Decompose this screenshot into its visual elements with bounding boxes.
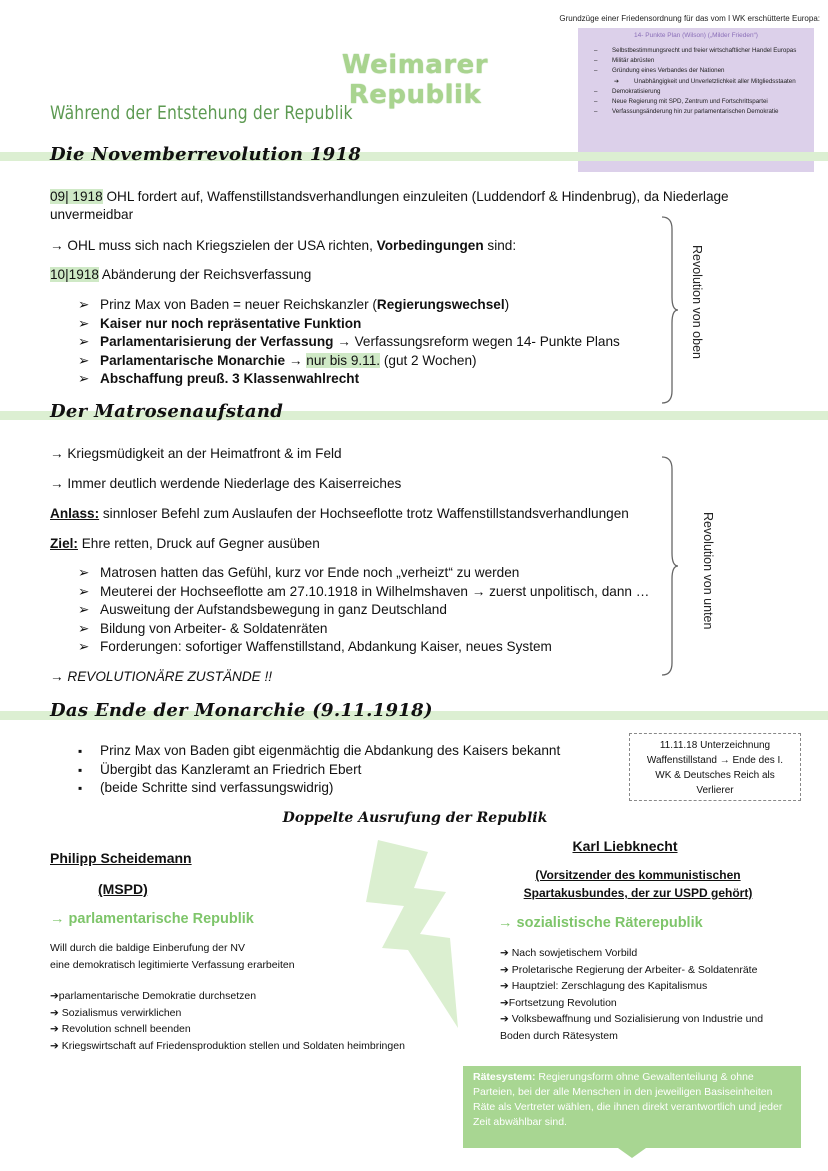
list-item: – Verfassungsänderung hin zur parlamentarischen Demokratie [594,108,814,115]
list-item: ➔ Sozialismus verwirklichen [50,1006,182,1019]
list-item: ➔ Hauptziel: Zerschlagung des Kapitalismus [500,980,708,992]
liebknecht-heading: → sozialistische Räterepublik [498,915,703,931]
scheidemann-points [50,988,405,1054]
text: (Vorsitzender des kommunistischen [535,868,741,882]
list-item: ➢ Meuterei der Hochseeflotte am 27.10.1918 in Wilhelmshaven → zuerst unpolitisch, dann … [78,583,649,602]
text: Spartakusbundes, der zur USPD gehört) [523,886,753,900]
list-item: ➔ Revolution schnell beenden [50,1023,191,1035]
conclusion-text: → REVOLUTIONÄRE ZUSTÄNDE !! [50,669,273,684]
list-item: ➔ Volksbewaffnung und Sozialisierung von Industrie und [500,1013,764,1025]
text: sind: [483,238,517,253]
page-subtitle: Während der Entstehung der Republik [50,102,353,124]
list-item: – Demokratisierung [594,88,814,95]
list-item: ▪ Prinz Max von Baden gibt eigenmächtig die Abdankung des Kaisers bekannt [78,742,560,761]
section-heading-novemberrevolution: Die Novemberrevolution 1918 [50,144,362,165]
text: → OHL muss sich nach Kriegszielen der USA richten, [50,238,377,253]
highlight-text: nur bis 9.11. [306,352,381,368]
list-item: – Selbstbestimmungsrecht und freier wirtschaftlicher Handel Europas [594,47,814,54]
note-line: WK & Deutsches Reich als [655,770,775,781]
raetesystem-label: Rätesystem: [473,1071,536,1083]
list-item: Boden durch Rätesystem [500,1029,618,1042]
list-item: ➢ Ausweitung der Aufstandsbewegung in ganz Deutschland [78,601,649,620]
fourteen-points-heading: 14- Punkte Plan (Wilson) („Milder Frieden“) [634,32,758,39]
paragraph-ohl-cont: unvermeidbar [50,207,134,222]
note-line: Waffenstillstand → Ende des I. [646,755,784,766]
waffenstillstand-note [629,733,801,801]
bold-text: Parlamentarisierung der Verfassung [100,334,334,350]
list-item: ➢ Bildung von Arbeiter- & Soldatenräten [78,620,649,639]
list-item [78,296,620,315]
scheidemann-desc [50,940,295,973]
paragraph-vorbedingungen [50,237,516,255]
liebknecht-points [500,945,763,1044]
list-item: ➔ Kriegswirtschaft auf Friedensproduktion stellen und Soldaten heimbringen [50,1039,405,1052]
list-item: ➔Fortsetzung Revolution [500,996,617,1009]
side-label-revolution-von-oben: Revolution von oben [690,245,704,359]
bold-text: Abschaffung preuß. 3 Klassenwahlrecht [100,371,360,387]
liebknecht-subtitle [500,866,776,902]
note-line: 11.11.18 Unterzeichnung [659,740,771,751]
text: (gut 2 Wochen) [380,352,477,368]
paragraph-anlass [50,505,629,523]
text: eine demokratisch legitimierte Verfassung erarbeiten [50,958,295,971]
text: sinnloser Befehl zum Auslaufen der Hochseeflotte trotz Waffenstillstandsverhandlungen [99,506,629,521]
list-item: – Gründung eines Verbandes der Nationen [594,67,814,74]
text: Abänderung der Reichsverfassung [98,267,312,282]
list-item [78,352,620,371]
monarchie-list [78,742,560,798]
list-item: ▪ (beide Schritte sind verfassungswidrig) [78,779,560,798]
reform-list [78,296,620,389]
text: Prinz Max von Baden = neuer Reichskanzler ( [100,297,377,312]
list-item: ➢ Forderungen: sofortiger Waffenstillstand, Abdankung Kaiser, neues System [78,638,649,657]
text: ) [504,297,510,312]
arrow-down-icon [618,1148,646,1158]
bold-text: Regierungswechsel [376,297,505,312]
scheidemann-name: Philipp Scheidemann [50,850,192,866]
raetesystem-definition [463,1066,801,1148]
list-item [78,370,620,389]
paragraph-kriegsmuedigkeit: → Kriegsmüdigkeit an der Heimatfront & im Feld [50,446,342,461]
section-heading-ende-monarchie: Das Ende der Monarchie (9.11.1918) [50,700,433,721]
list-item: ➔ Unabhängigkeit und Unverletzlichkeit aller Mitgliedsstaaten [594,78,814,85]
bold-text: Vorbedingungen [376,238,484,253]
note-line: Verlierer [696,785,734,796]
label-anlass: Anlass: [50,506,100,521]
matrosen-list [78,564,649,657]
text: OHL fordert auf, Waffenstillstandsverhandlungen einzuleiten (Luddendorf & Hindenbrug), da Niederlage [102,189,729,204]
text: → [285,352,307,368]
brace-icon [660,455,680,677]
list-item: ➔ Proletarische Regierung der Arbeiter- & Soldatenräte [500,963,758,976]
list-item [78,333,620,352]
doppelte-ausrufung-heading: Doppelte Ausrufung der Republik [282,810,548,826]
bold-text: Kaiser nur noch repräsentative Funktion [100,315,362,331]
list-item [78,315,620,334]
text: Will durch die baldige Einberufung der NV [50,942,245,954]
text: Ehre retten, Druck auf Gegner ausüben [77,536,320,551]
brace-icon [660,215,680,405]
page-title: Weimarer Republik [341,50,489,110]
list-item: ➔ Nach sowjetischem Vorbild [500,947,638,959]
list-item: ➢ Matrosen hatten das Gefühl, kurz vor Ende noch „verheizt“ zu werden [78,564,649,583]
bold-text: Parlamentarische Monarchie [100,352,286,368]
date-highlight: 09| 1918 [50,189,103,204]
side-label-revolution-von-unten: Revolution von unten [701,512,715,630]
scheidemann-party: (MSPD) [98,881,148,897]
paragraph-reichsverfassung [50,266,311,284]
section-heading-matrosenaufstand: Der Matrosenaufstand [50,401,284,422]
label-ziel: Ziel: [50,536,78,551]
paragraph-ohl [50,188,729,206]
fourteen-points-list [578,47,814,115]
text: Regierungsform ohne Gewaltenteilung & ohne Parteien, bei der alle Menschen in den jeweiligen Basiseinheiten Räte als Vertreter wählen, die ihnen direkt verantwortlich und jeder Zeit abwählbar sind. [473,1071,783,1128]
date-highlight: 10|1918 [50,267,99,282]
text: → Verfassungsreform wegen 14- Punkte Plans [333,334,620,350]
top-note-title: Grundzüge einer Friedensordnung für das vom I WK erschütterte Europa: [559,14,820,23]
paragraph-niederlage: → Immer deutlich werdende Niederlage des Kaiserreiches [50,476,402,491]
list-item: – Militär abrüsten [594,57,814,64]
list-item: ➔parlamentarische Demokratie durchsetzen [50,990,257,1002]
list-item: – Neue Regierung mit SPD, Zentrum und Fortschrittspartei [594,98,814,105]
list-item: ▪ Übergibt das Kanzleramt an Friedrich Ebert [78,761,560,780]
paragraph-ziel [50,535,320,553]
liebknecht-name: Karl Liebknecht [572,838,678,854]
fourteen-points-box [578,28,814,172]
scheidemann-heading: → parlamentarische Republik [50,911,254,927]
